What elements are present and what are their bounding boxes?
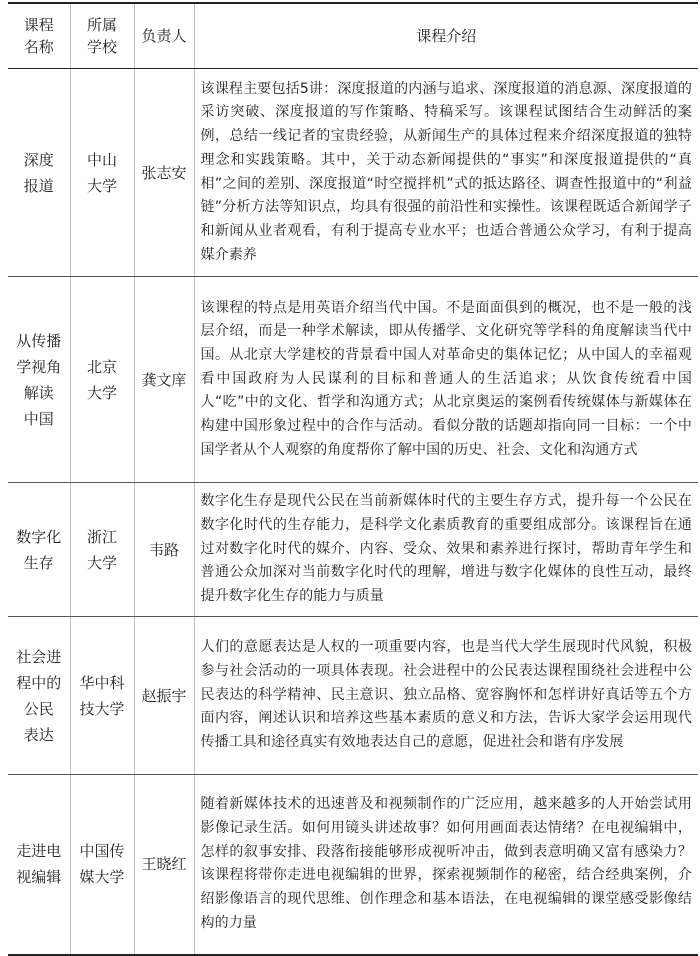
header-school — [70, 3, 134, 69]
header-intro: 课程介绍 — [194, 3, 698, 69]
header-course-name — [8, 3, 70, 69]
course-name-line: 走进电 — [16, 842, 62, 861]
table-row — [8, 277, 698, 483]
school-line: 中国传 — [79, 842, 125, 861]
course-name-cell — [8, 617, 70, 775]
course-name-cell — [8, 483, 70, 617]
school-line: 浙江 — [86, 527, 117, 546]
school-line: 华中科 — [79, 673, 125, 692]
header-school-line1: 所属 — [86, 16, 117, 34]
header-school-line2: 学校 — [86, 38, 117, 56]
table-row — [8, 775, 698, 955]
school-cell — [70, 69, 134, 277]
course-name-line: 学视角 — [16, 357, 62, 376]
school-line: 大学 — [86, 383, 117, 402]
course-name-line: 社会进 — [16, 647, 62, 666]
table-row — [8, 617, 698, 775]
course-name-cell — [8, 775, 70, 955]
table-header-row — [8, 3, 698, 69]
school-line: 中山 — [86, 150, 117, 169]
intro-cell: 该课程的特点是用英语介绍当代中国。不是面面俱到的概况，也不是一般的浅层介绍，而是一种学术解读，即从传播学、文化研究等学科的角度解读当代中国。从北京大学建校的背景看中国人对革命史的集体记忆；从中国人的幸福观看中国政府为人民谋利的目标和普通人的生活追求；从饮食传统看中国人“吃”中的文化、哲学和沟通方式；从北京奥运的案例看传统媒体与新媒体在构建中国形象过程中的合作与活动。看似分散的话题却指向同一目标：一个中国学者从个人观察的角度帮你了解中国的历史、社会、文化和沟通方式 — [194, 277, 698, 483]
header-course-name-line2: 名称 — [23, 38, 54, 56]
header-lead: 负责人 — [134, 3, 194, 69]
table-row — [8, 483, 698, 617]
school-line: 北京 — [86, 357, 117, 376]
school-line: 大学 — [86, 176, 117, 195]
course-table — [8, 2, 698, 956]
school-line: 媒大学 — [79, 868, 125, 887]
course-name-cell — [8, 69, 70, 277]
lead-cell: 赵振宇 — [134, 617, 194, 775]
course-name-line: 表达 — [23, 725, 54, 744]
intro-cell: 该课程主要包括5讲：深度报道的内涵与追求、深度报道的消息源、深度报道的采访突破、深度报道的写作策略、特稿采写。该课程试图结合生动鲜活的案例，总结一线记者的宝贵经验，从新闻生产的具体过程来介绍深度报道的独特理念和实践策略。其中，关于动态新闻提供的“事实”和深度报道提供的“真相”之间的差别、深度报道“时空搅拌机”式的抵达路径、调查性报道中的“利益链”分析方法等知识点，均具有很强的前沿性和实操性。该课程既适合新闻学子和新闻从业者观看，有利于提高专业水平；也适合普通公众学习，有利于提高媒介素养 — [194, 69, 698, 277]
school-cell — [70, 775, 134, 955]
school-line: 大学 — [86, 553, 117, 572]
intro-cell: 数字化生存是现代公民在当前新媒体时代的主要生存方式，提升每一个公民在数字化时代的生存能力，是科学文化素质教育的重要组成部分。该课程旨在通过对数字化时代的媒介、内容、受众、效果和素养进行探讨，帮助青年学生和普通公众加深对当前数字化时代的理解，增进与数字化媒体的良性互动，最终提升数字化生存的能力与质量 — [194, 483, 698, 617]
course-table-container — [8, 2, 698, 956]
school-line: 技大学 — [79, 699, 125, 718]
course-name-line: 解读 — [23, 383, 54, 402]
lead-cell: 张志安 — [134, 69, 194, 277]
course-name-cell — [8, 277, 70, 483]
header-course-name-line1: 课程 — [23, 16, 54, 34]
course-name-line: 程中的 — [16, 673, 62, 692]
lead-cell: 王晓红 — [134, 775, 194, 955]
course-name-line: 公民 — [23, 699, 54, 718]
course-name-line: 视编辑 — [16, 868, 62, 887]
intro-cell: 人们的意愿表达是人权的一项重要内容，也是当代大学生展现时代风貌，积极参与社会活动的一项具体表现。社会进程中的公民表达课程围绕社会进程中公民表达的科学精神、民主意识、独立品格、宽容胸怀和怎样讲好真话等五个方面内容，阐述认识和培养这些基本素质的意义和方法，告诉大家学会运用现代传播工具和途径真实有效地表达自己的意愿，促进社会和谐有序发展 — [194, 617, 698, 775]
school-cell — [70, 617, 134, 775]
course-name-line: 报道 — [23, 176, 54, 195]
lead-cell: 韦路 — [134, 483, 194, 617]
school-cell — [70, 277, 134, 483]
course-name-line: 从传播 — [16, 331, 62, 350]
course-name-line: 中国 — [23, 409, 54, 428]
course-name-line: 生存 — [23, 553, 54, 572]
table-row — [8, 69, 698, 277]
course-name-line: 数字化 — [16, 527, 62, 546]
school-cell — [70, 483, 134, 617]
lead-cell: 龚文庠 — [134, 277, 194, 483]
course-name-line: 深度 — [23, 150, 54, 169]
intro-cell: 随着新媒体技术的迅速普及和视频制作的广泛应用，越来越多的人开始尝试用影像记录生活。如何用镜头讲述故事？如何用画面表达情绪？在电视编辑中，怎样的叙事安排、段落衔接能够形成视听冲击，做到表意明确又富有感染力？该课程将带你走进电视编辑的世界，探索视频制作的秘密，结合经典案例，介绍影像语言的现代思维、创作理念和基本语法，在电视编辑的课堂感受影像结构的力量 — [194, 775, 698, 955]
